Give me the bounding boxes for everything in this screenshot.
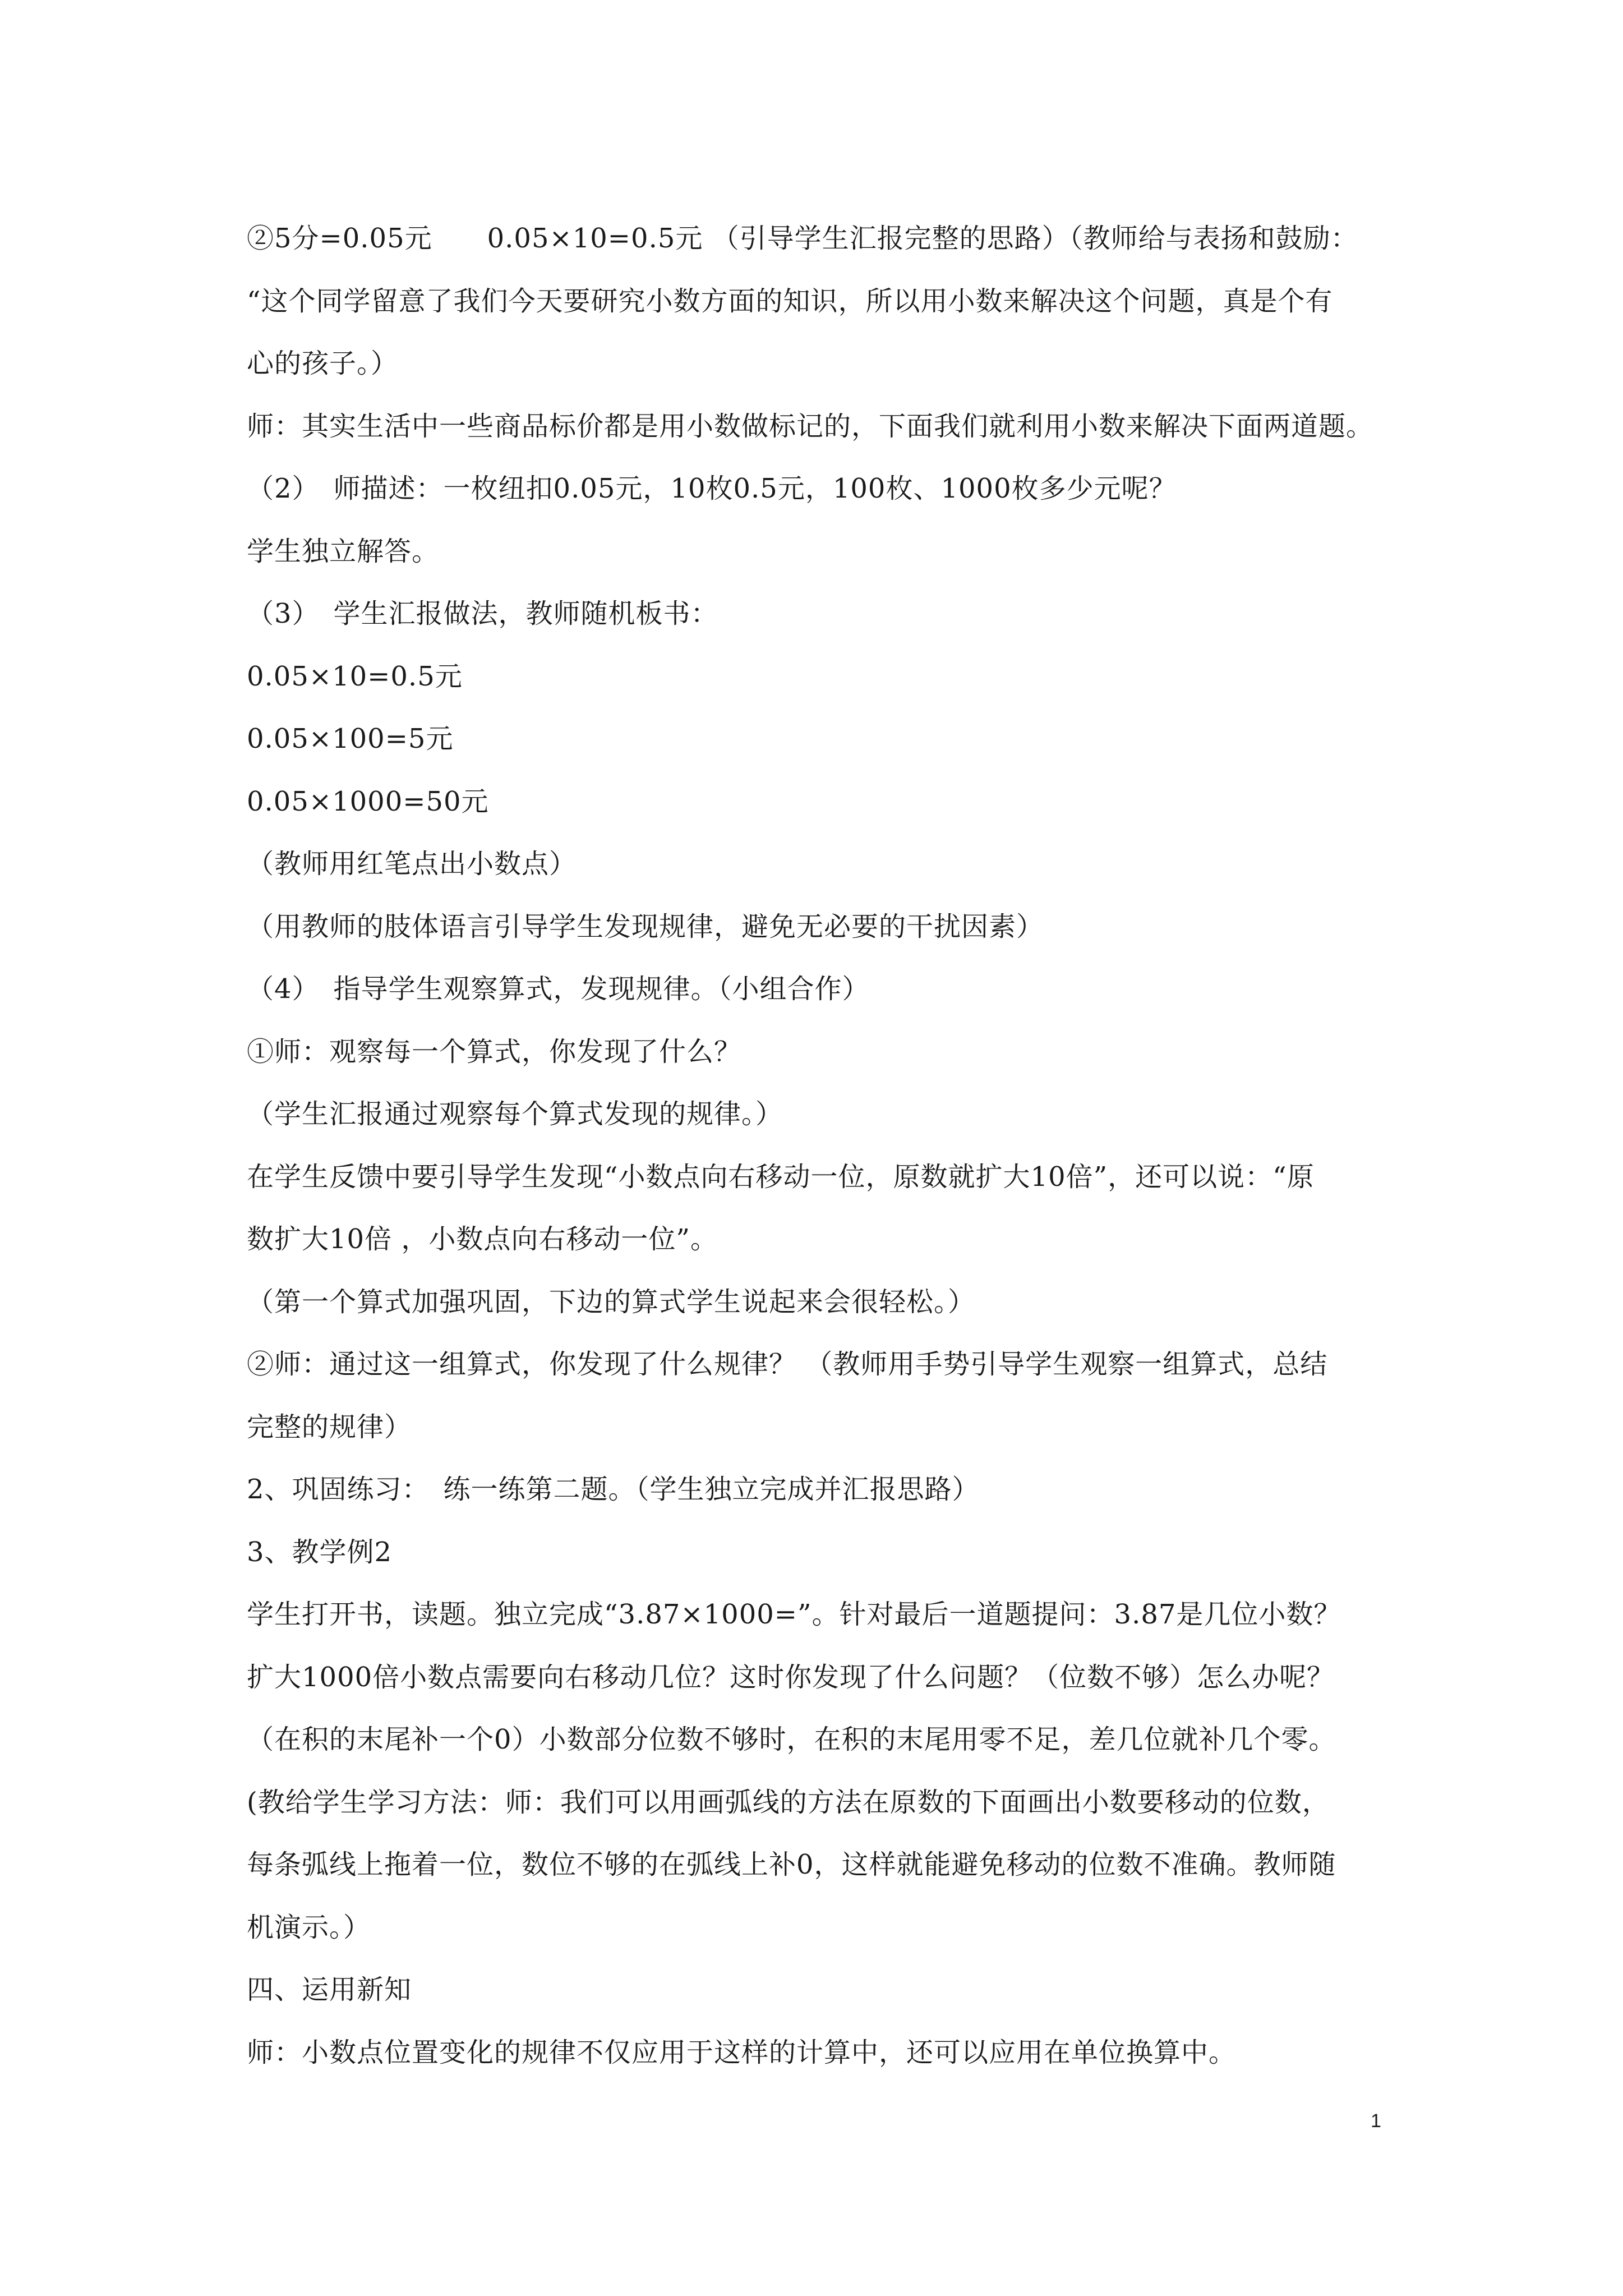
text-line: 学生独立解答。 [247, 535, 440, 567]
document-body [247, 208, 1391, 2084]
text-line: 在学生反馈中要引导学生发现“小数点向右移动一位，原数就扩大10倍”，还可以说：“原 [247, 1161, 1315, 1193]
text-line: 心的孩子。） [247, 348, 399, 379]
text-line: 学生打开书，读题。独立完成“3.87×1000=”。针对最后一道题提问：3.87是几位小数？ [247, 1599, 1341, 1630]
text-line: 师：小数点位置变化的规律不仅应用于这样的计算中，还可以应用在单位换算中。 [247, 2036, 1237, 2068]
text-line: ②师：通过这一组算式，你发现了什么规律？ （教师用手势引导学生观察一组算式，总结 [247, 1349, 1328, 1380]
text-line: （在积的末尾补一个0）小数部分位数不够时，在积的末尾用零不足，差几位就补几个零。 [247, 1724, 1336, 1755]
page-number: 1 [1371, 2110, 1381, 2132]
section-heading: 四、运用新知 [247, 1974, 412, 2005]
text-line: (教给学生学习方法：师：我们可以用画弧线的方法在原数的下面画出小数要移动的位数， [247, 1786, 1330, 1818]
section-heading: 2、巩固练习： 练一练第二题。（学生独立完成并汇报思路） [247, 1474, 980, 1505]
text-line: “这个同学留意了我们今天要研究小数方面的知识，所以用小数来解决这个问题，真是个有 [247, 285, 1333, 317]
text-line: ②5分=0.05元 0.05×10=0.5元 （引导学生汇报完整的思路）（教师给与表扬和鼓励： [247, 223, 1358, 254]
text-line: 机演示。） [247, 1911, 371, 1943]
text-line: ①师：观察每一个算式，你发现了什么？ [247, 1036, 742, 1068]
text-line: 数扩大10倍 ，小数点向右移动一位”。 [247, 1223, 718, 1255]
text-line: 每条弧线上拖着一位，数位不够的在弧线上补0，这样就能避免移动的位数不准确。教师随 [247, 1849, 1336, 1880]
text-line: 扩大1000倍小数点需要向右移动几位？这时你发现了什么问题？（位数不够）怎么办呢？ [247, 1661, 1335, 1693]
text-line: 师：其实生活中一些商品标价都是用小数做标记的，下面我们就利用小数来解决下面两道题。 [247, 410, 1374, 442]
text-line: （学生汇报通过观察每个算式发现的规律。） [247, 1098, 783, 1130]
text-line: （3） 学生汇报做法，教师随机板书： [247, 598, 718, 629]
text-line: （4） 指导学生观察算式，发现规律。（小组合作） [247, 973, 870, 1005]
equation-line: 0.05×1000=50元 [247, 785, 489, 817]
section-heading: 3、教学例2 [247, 1536, 393, 1568]
equation-line: 0.05×10=0.5元 [247, 660, 463, 692]
text-line: （用教师的肢体语言引导学生发现规律，避免无必要的干扰因素） [247, 910, 1044, 942]
text-line: （第一个算式加强巩固，下边的算式学生说起来会很轻松。） [247, 1286, 976, 1318]
text-line: 完整的规律） [247, 1411, 412, 1443]
text-line: （2） 师描述：一枚纽扣0.05元，10枚0.5元，100枚、1000枚多少元呢？ [247, 473, 1177, 504]
text-line: （教师用红笔点出小数点） [247, 848, 577, 880]
equation-line: 0.05×100=5元 [247, 723, 454, 754]
